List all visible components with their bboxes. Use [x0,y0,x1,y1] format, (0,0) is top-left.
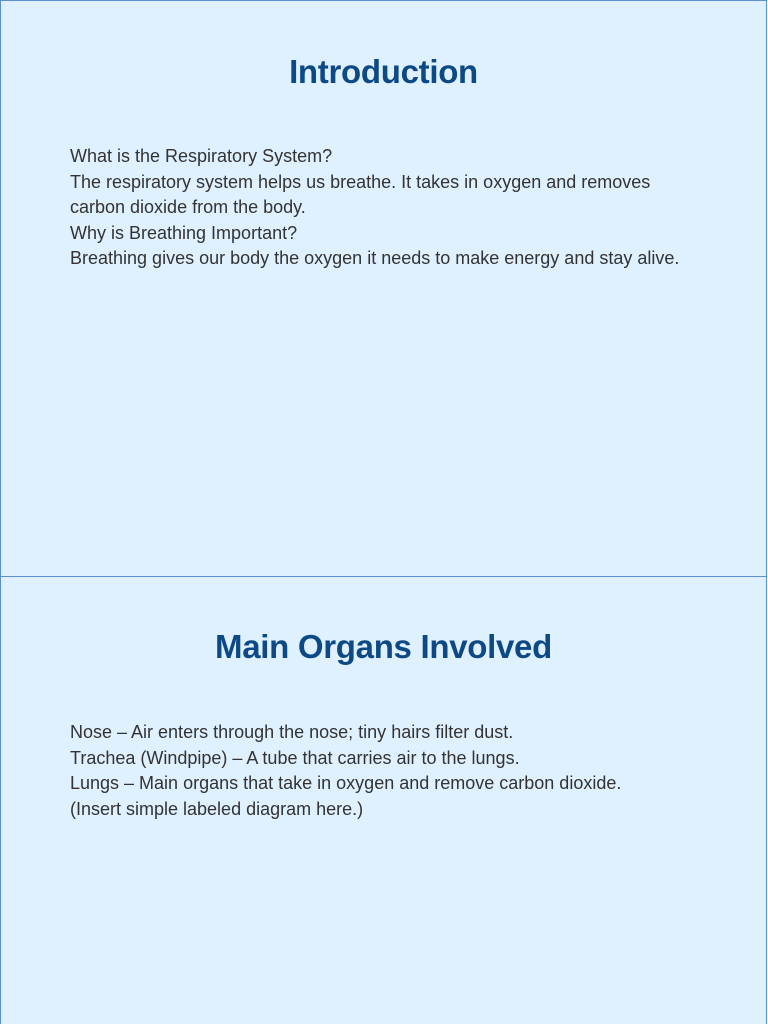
slide-body [70,144,710,272]
body-line: Lungs – Main organs that take in oxygen and remove carbon dioxide. [70,773,622,794]
slide-main-organs[interactable] [0,576,767,1024]
slide-body [70,720,710,822]
body-line: Nose – Air enters through the nose; tiny hairs filter dust. [70,722,514,742]
body-line: The respiratory system helps us breathe. It takes in oxygen and removes carbon dioxide from the body. [70,171,651,218]
body-line: What is the Respiratory System? [70,146,333,166]
body-line: Trachea (Windpipe) – A tube that carries air to the lungs. [70,747,520,768]
body-line: Breathing gives our body the oxygen it needs to make energy and stay alive. [70,248,680,269]
body-line: Why is Breathing Important? [70,222,298,243]
slide-title: Introduction [289,53,478,90]
slide-title: Main Organs Involved [215,628,552,665]
body-line: (Insert simple labeled diagram here.) [70,798,364,819]
